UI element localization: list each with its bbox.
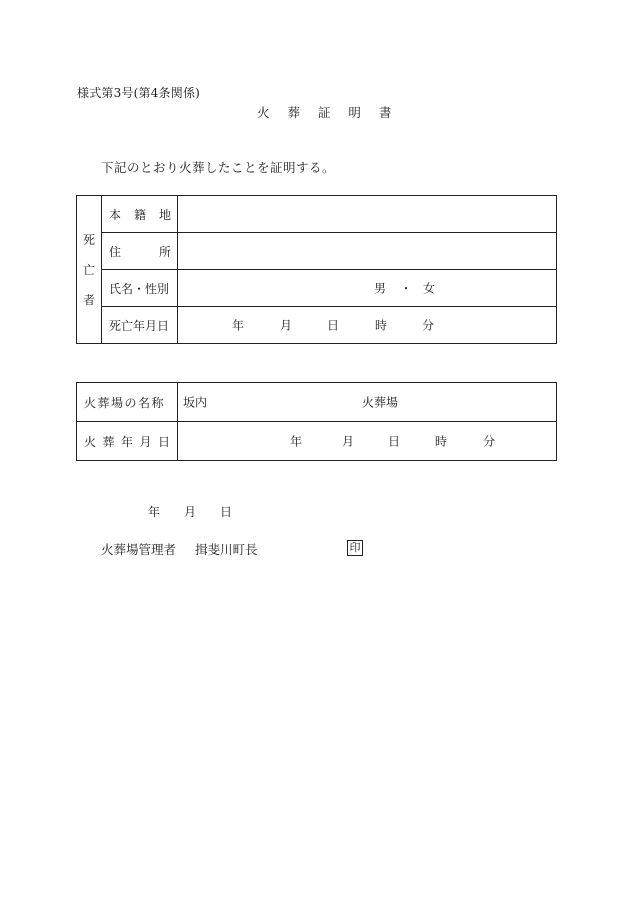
- manager-role: 火葬場管理者: [101, 542, 177, 557]
- document-title: 火 葬 証 明 書: [257, 105, 399, 120]
- side-label-char: 亡: [82, 262, 95, 277]
- deceased-table: [76, 195, 557, 344]
- registered-domicile-field[interactable]: [178, 196, 557, 233]
- death-datetime-field[interactable]: 年 月 日 時 分: [178, 307, 557, 344]
- crematorium-name-label: 火葬場の名称: [77, 383, 178, 422]
- registered-domicile-label: 本 籍 地: [102, 196, 178, 233]
- gender-separator: ・: [400, 281, 413, 296]
- death-datetime-label: 死亡年月日: [102, 307, 178, 344]
- form-number: 様式第3号(第4条関係): [77, 86, 201, 100]
- name-gender-label: 氏名・性別: [102, 270, 178, 307]
- table-row: [77, 307, 557, 344]
- side-label-char: 死: [82, 232, 95, 247]
- address-label: 住 所: [102, 233, 178, 270]
- side-label-char: 者: [82, 292, 95, 307]
- manager-name: 揖斐川町長: [195, 542, 258, 557]
- table-row: [77, 383, 557, 422]
- table-row: [77, 233, 557, 270]
- crematorium-name-suffix: 火葬場: [362, 395, 399, 410]
- female-option[interactable]: 女: [423, 281, 436, 296]
- name-gender-field[interactable]: [178, 270, 557, 307]
- crematorium-name-field[interactable]: [178, 383, 557, 422]
- male-option[interactable]: 男: [374, 281, 387, 296]
- deceased-side-label: [77, 196, 102, 344]
- page: 様式第3号(第4条関係) 火 葬 証 明 書 下記のとおり火葬したことを証明する。 死 亡 者 本 籍 地 住 所 氏名・性別 男 ・ 女 死亡年月日 年 月 日 時 分 火葬場の名称 坂内 火葬場 火葬年月日 年 月 日 時 分 年 月 日 火葬場管理者 揖斐川町長 印: [0, 0, 630, 915]
- cremation-date-label: 火葬年月日: [77, 422, 178, 461]
- crematorium-name-prefix: 坂内: [183, 395, 208, 410]
- seal-box: 印: [347, 540, 363, 556]
- address-field[interactable]: [178, 233, 557, 270]
- cremation-date-field[interactable]: 年 月 日 時 分: [178, 422, 557, 461]
- table-row: [77, 270, 557, 307]
- table-row: [77, 196, 557, 233]
- intro-text: 下記のとおり火葬したことを証明する。: [101, 160, 336, 175]
- table-row: [77, 422, 557, 461]
- crematorium-table: [76, 382, 557, 461]
